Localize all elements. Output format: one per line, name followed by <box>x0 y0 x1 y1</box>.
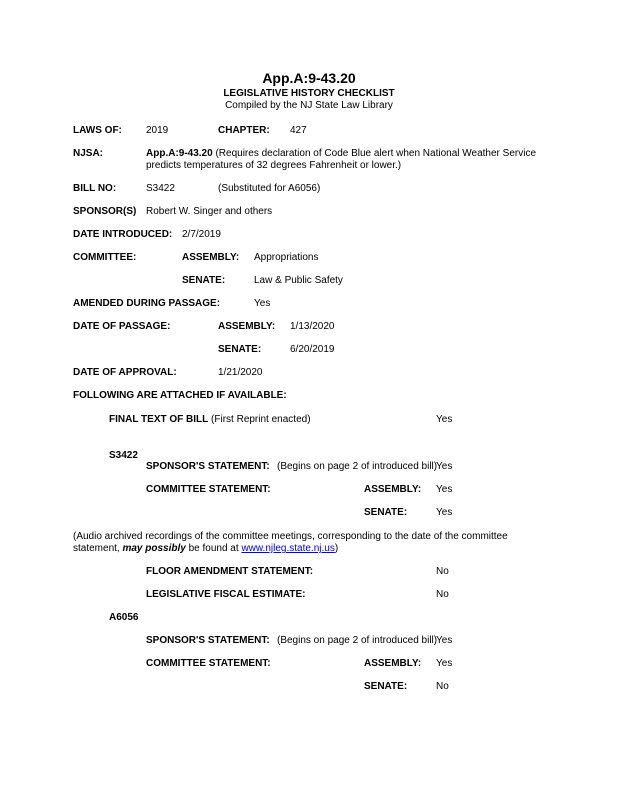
final-text-value: Yes <box>436 414 453 425</box>
laws-of-label: LAWS OF: <box>73 125 122 136</box>
passage-assembly-label: ASSEMBLY: <box>218 321 276 332</box>
a6056-committee-assembly-label: ASSEMBLY: <box>364 658 422 669</box>
s3422-committee-senate-value: Yes <box>436 507 453 518</box>
fiscal-estimate-value: No <box>436 589 449 600</box>
njsa-desc-2: predicts temperatures of 32 degrees Fahrenheit or lower.) <box>146 160 402 171</box>
compiled-by: Compiled by the NJ State Law Library <box>225 100 393 111</box>
final-text-line <box>109 414 311 426</box>
s3422-sponsor-note: (Begins on page 2 of introduced bill) <box>277 461 438 472</box>
a6056-sponsor-label: SPONSOR'S STATEMENT: <box>146 635 270 646</box>
a6056-heading: A6056 <box>109 612 139 623</box>
bill-no-value: S3422 <box>146 183 175 194</box>
a6056-committee-senate-value: No <box>436 681 449 692</box>
a6056-sponsor-note: (Begins on page 2 of introduced bill) <box>277 635 438 646</box>
audio-note-mid: be found at <box>185 543 242 554</box>
a6056-sponsor-value: Yes <box>436 635 453 646</box>
passage-senate-value: 6/20/2019 <box>290 344 335 355</box>
audio-note-line2 <box>73 543 338 555</box>
audio-note-emphasis: may possibly <box>122 543 186 554</box>
a6056-committee-senate-label: SENATE: <box>364 681 408 692</box>
approval-label: DATE OF APPROVAL: <box>73 367 177 378</box>
floor-amendment-value: No <box>436 566 449 577</box>
floor-amendment-label: FLOOR AMENDMENT STATEMENT: <box>146 566 314 577</box>
s3422-heading: S3422 <box>109 450 138 461</box>
following-label: FOLLOWING ARE ATTACHED IF AVAILABLE: <box>73 390 287 401</box>
page-subtitle: LEGISLATIVE HISTORY CHECKLIST <box>223 88 395 99</box>
audio-note-line1: (Audio archived recordings of the committee meetings, corresponding to the date of the committee <box>73 531 508 542</box>
committee-senate-value: Law & Public Safety <box>254 275 343 286</box>
passage-senate-label: SENATE: <box>218 344 262 355</box>
bill-no-label: BILL NO: <box>73 183 117 194</box>
njsa-desc-1: (Requires declaration of Code Blue alert when National Weather Service <box>212 148 537 159</box>
s3422-committee-label: COMMITTEE STATEMENT: <box>146 484 271 495</box>
s3422-sponsor-value: Yes <box>436 461 453 472</box>
date-introduced-label: DATE INTRODUCED: <box>73 229 173 240</box>
s3422-committee-senate-label: SENATE: <box>364 507 408 518</box>
final-text-note: (First Reprint enacted) <box>208 414 311 425</box>
committee-senate-label: SENATE: <box>182 275 226 286</box>
njsa-cite: App.A:9-43.20 <box>146 148 213 159</box>
a6056-committee-assembly-value: Yes <box>436 658 453 669</box>
laws-of-value: 2019 <box>146 125 169 136</box>
final-text-label: FINAL TEXT OF BILL <box>109 414 209 425</box>
fiscal-estimate-label: LEGISLATIVE FISCAL ESTIMATE: <box>146 589 306 600</box>
njsa-line1 <box>146 148 536 160</box>
passage-label: DATE OF PASSAGE: <box>73 321 171 332</box>
sponsor-label: SPONSOR(S) <box>73 206 137 217</box>
chapter-value: 427 <box>290 125 307 136</box>
approval-value: 1/21/2020 <box>218 367 263 378</box>
sponsor-value: Robert W. Singer and others <box>146 206 273 217</box>
s3422-committee-assembly-value: Yes <box>436 484 453 495</box>
amended-label: AMENDED DURING PASSAGE: <box>73 298 221 309</box>
committee-assembly-value: Appropriations <box>254 252 319 263</box>
committee-assembly-label: ASSEMBLY: <box>182 252 240 263</box>
passage-assembly-value: 1/13/2020 <box>290 321 335 332</box>
page-title: App.A:9-43.20 <box>262 70 356 86</box>
s3422-sponsor-label: SPONSOR'S STATEMENT: <box>146 461 270 472</box>
audio-note-pre: statement, <box>73 543 123 554</box>
date-introduced-value: 2/7/2019 <box>182 229 221 240</box>
njsa-label: NJSA: <box>73 148 104 159</box>
committee-label: COMMITTEE: <box>73 252 137 263</box>
s3422-committee-assembly-label: ASSEMBLY: <box>364 484 422 495</box>
audio-note-post: ) <box>334 543 339 554</box>
bill-no-note: (Substituted for A6056) <box>218 183 321 194</box>
njleg-link[interactable]: www.njleg.state.nj.us <box>241 543 335 554</box>
chapter-label: CHAPTER: <box>218 125 270 136</box>
amended-value: Yes <box>254 298 271 309</box>
a6056-committee-label: COMMITTEE STATEMENT: <box>146 658 271 669</box>
